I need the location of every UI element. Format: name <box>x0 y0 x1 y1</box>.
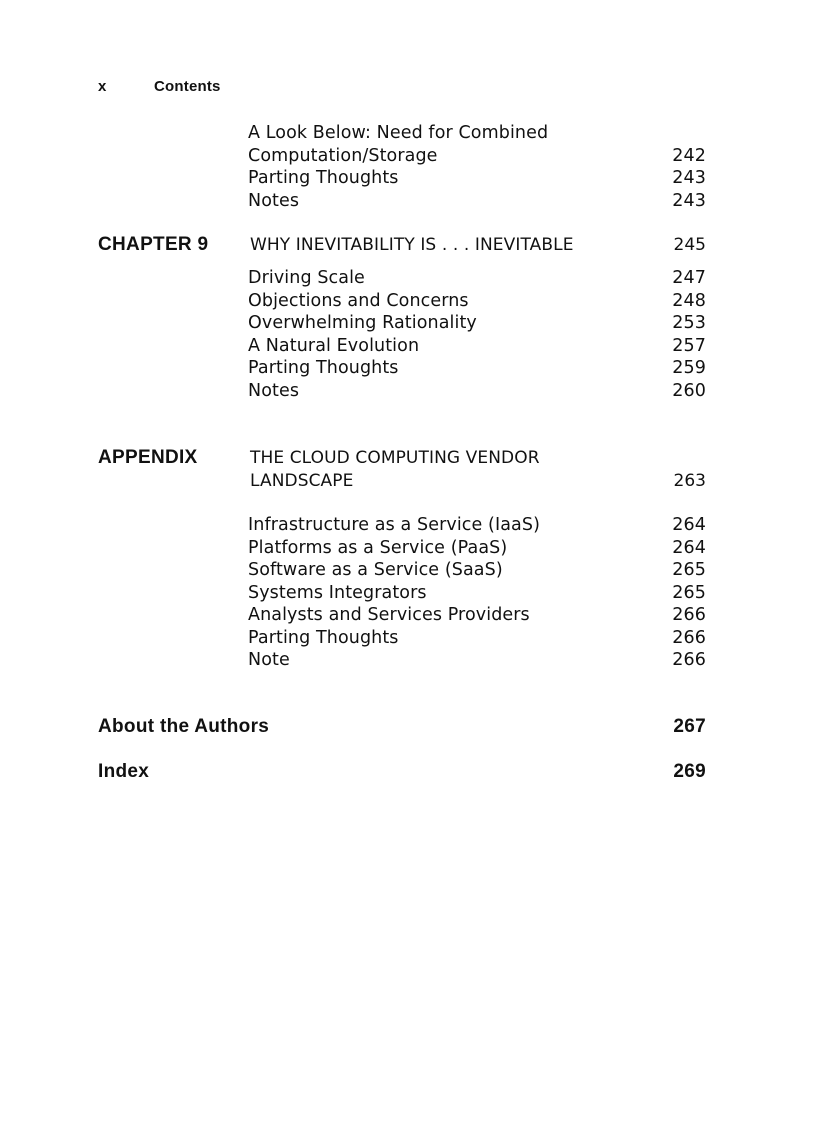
toc-entry[interactable] <box>248 122 706 167</box>
chapter-label: CHAPTER 9 <box>98 234 209 255</box>
toc-entry-title: Analysts and Services Providers <box>248 605 530 625</box>
toc-entry-page: 264 <box>672 515 706 535</box>
appendix-heading[interactable] <box>98 447 706 493</box>
toc-entry-title: Overwhelming Rationality <box>248 313 477 333</box>
toc-entry-title: Notes <box>248 190 300 211</box>
toc-entry[interactable] <box>248 604 706 627</box>
toc-entry-page: 266 <box>672 650 706 670</box>
toc-entry[interactable] <box>248 335 706 358</box>
toc-entry-title: Systems Integrators <box>248 582 427 603</box>
appendix-title: THE CLOUD COMPUTING VENDOR LANDSCAPE <box>250 448 540 491</box>
toc-entry-page: 243 <box>672 190 706 211</box>
back-matter-page: 269 <box>673 761 706 782</box>
toc-entry-title: Parting Thoughts <box>248 358 399 378</box>
toc-entry-page: 247 <box>672 268 706 288</box>
toc-entry-title: Objections and Concerns <box>248 290 469 311</box>
toc-entry[interactable] <box>248 582 706 605</box>
toc-index[interactable] <box>98 761 706 784</box>
chapter-9-heading[interactable] <box>98 234 706 257</box>
toc-entry[interactable] <box>248 267 706 290</box>
toc-entry-title: Platforms as a Service (PaaS) <box>248 537 508 558</box>
toc-entry[interactable] <box>248 649 706 672</box>
toc-entry-title: Parting Thoughts <box>248 168 399 188</box>
running-head <box>98 78 221 95</box>
toc-entry[interactable] <box>248 380 706 403</box>
toc-entry[interactable] <box>248 167 706 190</box>
page-folio: x <box>98 78 107 95</box>
toc-entry-page: 242 <box>672 145 706 166</box>
chapter-page: 245 <box>673 235 706 255</box>
toc-entry[interactable] <box>248 559 706 582</box>
toc-about-authors[interactable] <box>98 716 706 739</box>
toc-entry-page: 266 <box>672 627 706 648</box>
toc-entry-title: Software as a Service (SaaS) <box>248 560 503 580</box>
toc-entry-page: 265 <box>672 582 706 603</box>
running-head-title: Contents <box>154 78 221 95</box>
toc-entry-page: 260 <box>672 380 706 401</box>
chapter-9-entries <box>248 267 706 402</box>
back-matter-title: Index <box>98 761 150 782</box>
back-matter-title: About the Authors <box>98 716 270 737</box>
toc-entry-page: 243 <box>672 168 706 188</box>
appendix-page: 263 <box>673 470 706 491</box>
chapter-title: WHY INEVITABILITY IS . . . INEVITABLE <box>250 235 574 255</box>
toc-entry[interactable] <box>248 312 706 335</box>
toc-entry-title: A Look Below: Need for Combined Computation/Storage <box>248 123 549 166</box>
toc-entry-title: Parting Thoughts <box>248 627 399 648</box>
appendix-label: APPENDIX <box>98 447 198 468</box>
toc-entry-page: 264 <box>672 537 706 558</box>
toc-entry-page: 259 <box>672 358 706 378</box>
toc-entry-title: Note <box>248 650 290 670</box>
toc-entry-page: 253 <box>672 313 706 333</box>
toc-entry-title: Notes <box>248 380 300 401</box>
toc-entry-page: 257 <box>672 335 706 356</box>
toc-entry-page: 265 <box>672 560 706 580</box>
back-matter-page: 267 <box>673 716 706 737</box>
continued-entries <box>248 122 706 212</box>
toc-entry[interactable] <box>248 537 706 560</box>
appendix-entries <box>248 514 706 672</box>
toc-entry-title: Driving Scale <box>248 268 365 288</box>
toc-entry-title: A Natural Evolution <box>248 335 420 356</box>
toc-entry-title: Infrastructure as a Service (IaaS) <box>248 515 541 535</box>
toc-entry[interactable] <box>248 357 706 380</box>
toc-entry-page: 266 <box>672 605 706 625</box>
toc-entry-page: 248 <box>672 290 706 311</box>
toc-entry[interactable] <box>248 290 706 313</box>
toc-entry[interactable] <box>248 627 706 650</box>
toc-entry[interactable] <box>248 514 706 537</box>
toc-entry[interactable] <box>248 190 706 213</box>
